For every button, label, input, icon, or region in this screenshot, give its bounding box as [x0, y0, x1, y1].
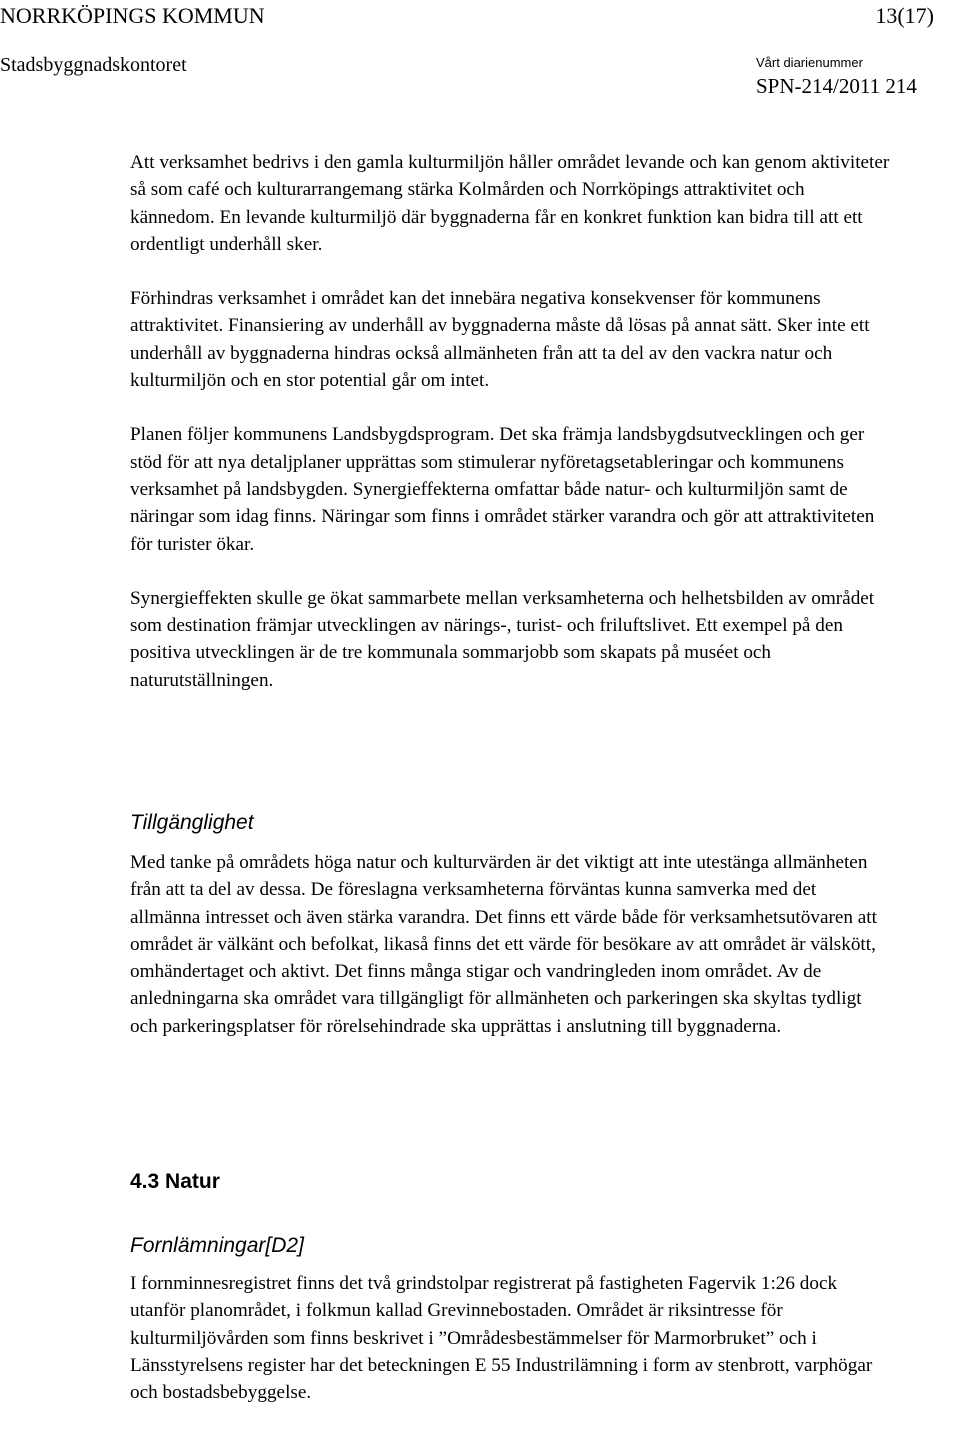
- section-heading-natur: 4.3 Natur: [130, 1170, 220, 1193]
- paragraph: I fornminnesregistret finns det två grindstolpar registrerat på fastigheten Fagervik 1:26 dock utanför planområdet, i folkmun kallad Grevinnebostaden. Området är riksintresse för kulturmiljövården som finns beskrivet i ”Områdesbestämmelser för Marmorbruket” och i Länsstyrelsens register har det beteckningen E 55 Industrilämning i form av stenbrott, varphögar och bostadsbebyggelse.: [130, 1273, 873, 1404]
- paragraph: Planen följer kommunens Landsbygdsprogram. Det ska främja landsbygdsutvecklingen och ger stöd för att nya detaljplaner upprättas som stimulerar nyföretagsetableringar och kommunens verksamhet på landsbygden. Synergieffekterna omfattar både natur- och kulturmiljön samt de näringar som idag finns. Näringar som finns i området stärker varandra och gör att attraktiviteten för turister ökar.: [130, 424, 875, 555]
- organization-name: NORRKÖPINGS KOMMUN: [0, 3, 265, 28]
- tillganglighet-section: [130, 849, 890, 1040]
- paragraph: Förhindras verksamhet i området kan det innebära negativa konsekvenser för kommunens attraktivitet. Finansiering av underhåll av byggnaderna måste då lösas på annat sätt. Sker inte ett underhåll av byggnaderna hindras också allmänheten från att ta del av den vackra natur och kulturmiljön och en stor potential går om intet.: [130, 288, 870, 392]
- intro-section: [130, 149, 890, 694]
- subheading-fornlamningar: Fornlämningar[D2]: [130, 1234, 304, 1257]
- department-name: Stadsbyggnadskontoret: [0, 54, 187, 76]
- natur-section: [130, 1270, 890, 1406]
- paragraph: Med tanke på områdets höga natur och kulturvärden är det viktigt att inte utestänga allmänheten från att ta del av dessa. De föreslagna verksamheterna förväntas kunna samverka med det allmänna intresset och även stärka varandra. Det finns ett värde både för verksamhetsutövaren att området är välkänt och befolkat, likaså finns det ett värde för besökare av att området är välskött, omhändertaget och aktivt. Det finns många stigar och vandringleden inom området. Av de anledningarna ska området vara tillgängligt för allmänheten och parkeringen ska skyltas tydligt och parkeringsplatser för rörelsehindrade ska upprättas i anslutning till byggnaderna.: [130, 852, 877, 1037]
- reference-number: SPN-214/2011 214: [756, 74, 917, 98]
- paragraph: Synergieffekten skulle ge ökat sammarbete mellan verksamheterna och helhetsbilden av området som destination främjar utvecklingen av närings-, turist- och friluftslivet. Ett exempel på den positiva utvecklingen är de tre kommunala sommarjobb som skapats på muséet och naturutställningen.: [130, 587, 875, 691]
- reference-label: Vårt diarienummer: [756, 55, 863, 70]
- section-heading-tillganglighet: Tillgänglighet: [130, 811, 254, 834]
- paragraph: Att verksamhet bedrivs i den gamla kulturmiljön håller området levande och kan genom aktiviteter så som café och kulturarrangemang stärka Kolmården och Norrköpings attraktivitet och kännedom. En levande kulturmiljö där byggnaderna får en konkret funktion kan bidra till att ett ordentligt underhåll sker.: [130, 152, 890, 255]
- page-number: 13(17): [875, 3, 934, 28]
